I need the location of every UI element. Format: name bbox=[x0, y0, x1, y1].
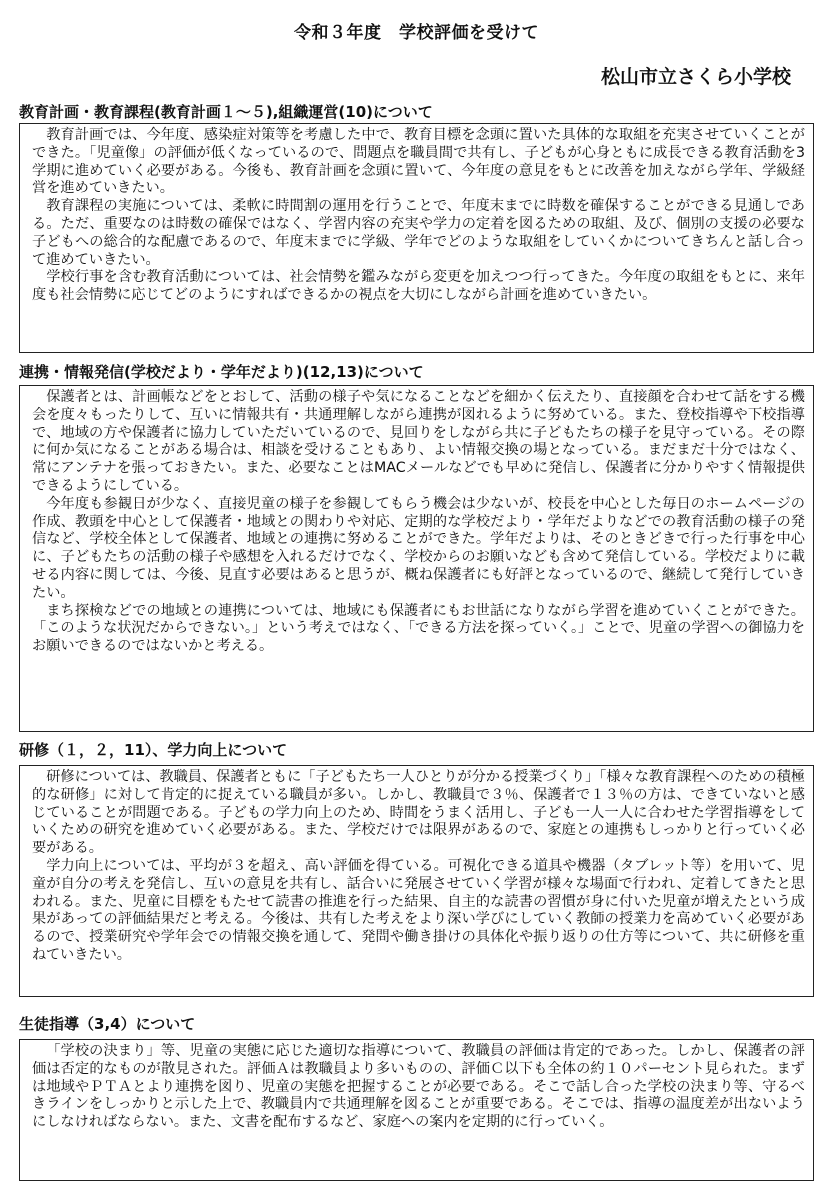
paragraph: まち探検などでの地域との連携については、地域にも保護者にもお世話になりながら学習を進めていくことができた。「このような状況だからできない。」という考えではなく、「できる方法を探っていく。」ことで、児童の学習への御協力をお願いできるのではないかと考える。 bbox=[32, 602, 805, 655]
section-body-collaboration bbox=[19, 385, 814, 732]
paragraph: 学力向上については、平均が３を超え、高い評価を得ている。可視化できる道具や機器（タブレット等）を用いて、児童が自分の考えを発信し、互いの意見を共有し、話合いに発展させていく学習が様々な場面で行われ、定着してきたと思われる。また、児童に目標をもたせて読書の推進を行った結果、自主的な読書の習慣が身に付いた児童が増えたという成果があっての評価結果だと考える。今後は、共有した考えをより深い学びにしていく教師の授業力を高めていく必要があるので、授業研究や学年会での情報交換を通して、発問や働き掛けの具体化や振り返りの仕方等について、共に研修を重ねていきたい。 bbox=[32, 857, 805, 963]
document-title: 令和３年度 学校評価を受けて bbox=[294, 23, 539, 43]
paragraph: 今年度も参観日が少なく、直接児童の様子を参観してもらう機会は少ないが、校長を中心とした毎日のホームページの作成、教頭を中心として保護者・地域との関わりや対応、定期的な学校だより・学年だよりなどでの教育活動の様子の発信など、学校全体として保護者、地域との連携に努めることができた。学年だよりは、そのときどきで行った行事を中心に、子どもたちの活動の様子や感想を入れるだけでなく、学校からのお願いなども含めて発信している。学校だよりに載せる内容に関しては、今後、見直す必要はあると思うが、概ね保護者にも好評となっているので、継続して発行していきたい。 bbox=[32, 495, 805, 601]
paragraph: 教育計画では、今年度、感染症対策等を考慮した中で、教育目標を念頭に置いた具体的な取組を充実させていくことができた。「児童像」の評価が低くなっているので、問題点を職員間で共有し、子どもが心身ともに成長できる教育活動を3学期に進めていく必要がある。今後も、教育計画を念頭に置いて、今年度の意見をもとに改善を加えながら学年、学級経営を進めていきたい。 bbox=[32, 127, 805, 197]
section-body-curriculum bbox=[19, 123, 814, 353]
paragraph: 学校行事を含む教育活動については、社会情勢を鑑みながら変更を加えつつ行ってきた。今年度の取組をもとに、来年度も社会情勢に応じてどのようにすればできるかの視点を大切にしながら計画を進めていきたい。 bbox=[32, 269, 805, 304]
paragraph: 保護者とは、計画帳などをとおして、活動の様子や気になることなどを細かく伝えたり、直接顔を合わせて話をする機会を度々もったりして、互いに情報共有・共通理解しながら連携が図れるように努めている。また、登校指導や下校指導で、地域の方や保護者に協力していただいているので、見回りをしながら共に子どもたちの様子を見守っている。その際に何か気になることがある場合は、相談を受けることもあり、よい情報交換の場となっている。まだまだ十分ではなく、常にアンテナを張っておきたい。また、必要なことはMACメールなどでも早めに発信し、保護者に分かりやすく情報提供できるようにしている。 bbox=[32, 389, 805, 494]
paragraph: 教育課程の実施については、柔軟に時間割の運用を行うことで、年度末までに時数を確保することができる見通しである。ただ、重要なのは時数の確保ではなく、学習内容の充実や学力の定着を図るための取組、及び、個別の支援の必要な子どもへの総合的な配慮であるので、年度末までに学級、学年でどのような取組をしていくかについてきちんと話し合って進めていきたい。 bbox=[32, 198, 805, 268]
section-body-guidance bbox=[19, 1039, 814, 1181]
section-heading-collaboration: 連携・情報発信(学校だより・学年だより)(12,13)について bbox=[19, 363, 424, 381]
paragraph: 研修については、教職員、保護者ともに「子どもたち一人ひとりが分かる授業づくり」「様々な教育課程へのための積極的な研修」に対して肯定的に捉えている職員が多い。しかし、教職員で３％、保護者で１３％の方は、できていないと感じていることが問題である。子どもの学力向上のため、時間をうまく活用し、子ども一人一人に合わせた学習指導をしていくための研究を進めていく必要がある。また、学校だけでは限界があるので、家庭との連携もしっかりと行っていく必要がある。 bbox=[32, 769, 805, 857]
section-body-training bbox=[19, 765, 814, 997]
section-heading-curriculum: 教育計画・教育課程(教育計画１～５),組織運営(10)について bbox=[19, 103, 433, 121]
paragraph: 「学校の決まり」等、児童の実態に応じた適切な指導について、教職員の評価は肯定的であった。しかし、保護者の評価は否定的なものが散見された。評価Ａは教職員より多いものの、評価Ｃ以下も全体の約１０パーセント見られた。まずは地域やＰＴＡとより連携を図り、児童の実態を把握することが必要である。そこで話し合った学校の決まり等、守るべきラインをしっかりと示した上で、教職員内で共通理解を図ることが重要である。そこでは、指導の温度差が出ないようにしなければならない。また、文書を配布するなど、家庭への案内を定期的に行っていく。 bbox=[32, 1043, 805, 1131]
section-heading-guidance: 生徒指導（3,4）について bbox=[19, 1015, 196, 1033]
school-name: 松山市立さくら小学校 bbox=[600, 66, 791, 88]
section-heading-training: 研修（１，２，11）、学力向上について bbox=[19, 741, 288, 759]
